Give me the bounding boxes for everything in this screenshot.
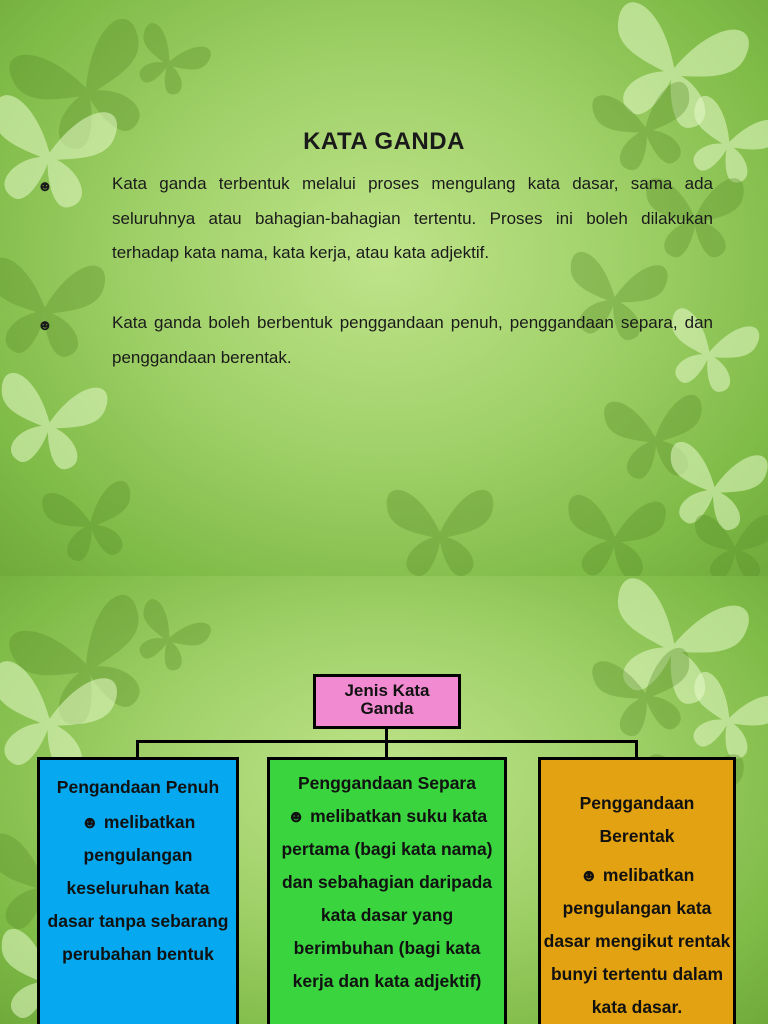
connector-middle (385, 740, 388, 758)
branch-heading: Penggandaan Separa (298, 773, 476, 793)
bullet-icon: ☻ (37, 178, 53, 195)
branch-penggandaan-separa (267, 757, 507, 1024)
branch-description (40, 806, 236, 971)
bullet-icon: ☻ (37, 317, 53, 334)
butterfly-icon (380, 470, 500, 576)
branch-penggandaan-penuh (37, 757, 239, 1024)
branch-description (270, 800, 504, 998)
paragraph-1: Kata ganda terbentuk melalui proses mengulang kata dasar, sama ada seluruhnya atau bahagian-bahagian tertentu. Proses ini boleh dilakukan terhadap kata nama, kata kerja, atau kata adjektif. (112, 174, 713, 262)
paragraph-2: Kata ganda boleh berbentuk penggandaan penuh, penggandaan separa, dan penggandaan berentak. (112, 313, 713, 367)
butterfly-icon (690, 500, 768, 576)
butterfly-icon (32, 462, 148, 576)
slide-title: KATA GANDA (303, 128, 465, 155)
bullet-icon: ☻ (286, 806, 306, 826)
branch-heading: Penggandaan Berentak (579, 793, 695, 846)
branch-description (541, 859, 733, 1024)
branch-text: melibatkan pengulangan kata dasar mengikut rentak bunyi tertentu dalam kata dasar. (543, 865, 731, 1017)
butterfly-icon (555, 475, 674, 576)
connector-right (635, 740, 638, 758)
branch-text: melibatkan suku kata pertama (bagi kata nama) dan sebahagian daripada kata dasar yang berimbuhan (bagi kata kerja dan kata adjektif) (281, 806, 493, 991)
connector-left (136, 740, 139, 758)
bullet-icon: ☻ (579, 865, 599, 885)
root-node: Jenis Kata Ganda (313, 674, 461, 729)
branch-heading: Pengandaan Penuh (56, 777, 220, 797)
branch-text: melibatkan pengulangan keseluruhan kata dasar tanpa sebarang perubahan bentuk (47, 812, 229, 964)
branch-penggandaan-berentak (538, 757, 736, 1024)
slide-2 (0, 576, 768, 1024)
bullet-icon: ☻ (80, 812, 100, 832)
